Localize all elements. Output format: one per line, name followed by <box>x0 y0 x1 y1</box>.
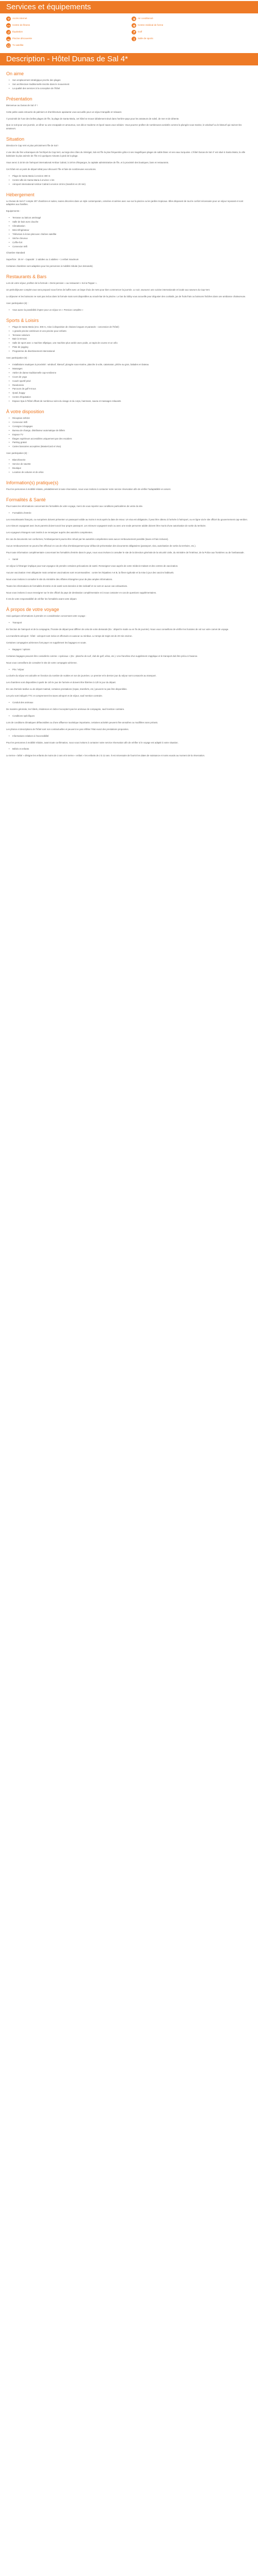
bullet-item: • Santé <box>6 558 252 562</box>
bullet-item: • Parking gratuit <box>6 441 252 445</box>
service-item <box>6 15 126 22</box>
bullet-item: • Connexion Wifi <box>6 245 252 249</box>
bullet-list <box>6 417 252 449</box>
paragraph: Toutes les informations de formalités d'entrée et de santé sont données à titre indicatif et ne sont en aucun cas exhaustives. <box>6 584 128 587</box>
bullet-item: • Cours de yoga <box>6 376 252 379</box>
paragraph: Le terme « bébé » désigne les enfants de moins de 2 ans et le terme « enfant » les enfants de 2 à 12 ans. Il est nécessaire de fournir les dates de naissance et noms exacts au moment de la réservation. <box>6 754 205 757</box>
bullet-list <box>6 363 252 403</box>
bullet-item: • Parcours de golf 9 trous <box>6 387 252 391</box>
bullet-list <box>6 621 252 625</box>
service-label: Salle de sports <box>138 37 153 40</box>
service-item <box>6 22 126 29</box>
paragraph: Equipements : <box>6 210 21 213</box>
bullet-item: • 1 grande piscine extérieure et une piscine pour enfants <box>6 330 252 333</box>
service-label: Centre médical de forme <box>138 24 164 27</box>
paragraph: Superficie : 25 m² - Capacité : 2 adultes ou 2 adultes + 1 enfant maximum <box>6 258 79 261</box>
bullet-list <box>6 648 252 652</box>
bullet-item: • Atelier de danse traditionnelle cap-verdienne <box>6 371 252 375</box>
bullet-item: • Mini-réfrigérateur <box>6 229 252 232</box>
service-label: Air conditionné <box>138 17 153 20</box>
bullet-item: • Climatisation <box>6 225 252 228</box>
paragraph: Certaines bagages peuvent être considérés comme « spéciaux » (Ex : planche de surf, club de golf, vélos, etc.). Une franchise d'un supplément s'applique et le transport doit être prévu à l'avance. <box>6 654 198 657</box>
paragraph: Avec participation (€) : <box>6 357 28 360</box>
paragraph: Un séjour à l'étranger implique pour tout voyageur de prendre certaines précautions de santé. Renseignez-vous auprès de votre médecin traitant et des centres de vaccination. <box>6 564 179 567</box>
bullet-list <box>6 748 252 751</box>
service-item <box>6 29 126 36</box>
service-label: Équitation <box>12 30 23 33</box>
paragraph: Chambre Standard <box>6 251 25 255</box>
bullet-item: • Informations relatives à l'accessibilité <box>6 735 252 738</box>
bullet-item: • Location de voitures et de vélos <box>6 471 252 474</box>
bullet-item: • Transport <box>6 621 252 625</box>
paragraph: En cas d'arrivée tardive ou de départ matinal, certaines prestations (repas, transferts, etc.) peuvent ne pas être disponibles. <box>6 688 127 691</box>
bullet-item: • Espace TV <box>6 433 252 437</box>
bullet-item: • Blanchisserie <box>6 459 252 462</box>
bullet-item: • Bureau de change, distributeur automatique de billets <box>6 429 252 433</box>
bullet-item: • Formalités d'entrée <box>6 512 252 515</box>
bullet-list <box>6 512 252 515</box>
paragraph: Nous vous invitons à vous renseigner sur le site officiel du pays de destination complémentaire et à nous contacter en cas de questions supplémentaires. <box>6 591 157 594</box>
paragraph: Les photos et descriptions de l'hôtel sont non contractuelles et peuvent ne pas refléter l'état exact des prestations proposées. <box>6 727 129 731</box>
bullet-item: • Salle de bain avec douche <box>6 221 252 224</box>
service-item <box>6 42 126 49</box>
paragraph: Bienvenue au Dunas de Sal 4* ! <box>6 104 38 107</box>
bullet-list <box>6 459 252 474</box>
section-heading: Présentation <box>6 96 33 101</box>
paragraph: Les prix sont indiqués TTC et comprennent les taxes aéroport et de séjour, sauf mention contraire. <box>6 694 103 698</box>
section-heading: Hébergement <box>6 192 35 197</box>
section-heading: Restaurants & Bars <box>6 274 47 280</box>
paragraph: Que ce soit pour une journée, un dîner ou une escapade en amoureux, son décor moderne et épuré saura vous séduire. Vous pourrez profiter de nombreuses activités comme la plongée sous-marine, le windsurf ou le kitesurf qui raviront les amateurs. <box>6 124 242 130</box>
section-heading: On aime <box>6 71 24 76</box>
bullet-item: • Bagages / options <box>6 648 252 652</box>
service-label: Accès internet <box>12 17 27 20</box>
paragraph: Aucune vaccination n'est obligatoire mais certaines vaccinations sont recommandées : contre les hépatites A et B, la fièvre typhoïde et la mise à jour des vaccins habituels. <box>6 571 174 574</box>
paragraph: Pour les personnes à mobilité réduite, avant toute confirmation, nous vous invitons à contacter notre service réservation afin de vérifier si le voyage est adapté à votre situation. <box>6 741 179 744</box>
bullet-list <box>6 715 252 718</box>
paragraph: Les chambres sont disponibles à partir de 14h le jour de l'arrivée et doivent être libérées à 12h le jour du départ. <box>6 681 116 684</box>
horse-icon <box>6 30 11 35</box>
fitness-icon <box>6 23 11 28</box>
bullet-item: • Bébés et enfants <box>6 748 252 751</box>
bullet-item: • Randonnée <box>6 384 252 387</box>
paragraph: Certaines compagnies aériennes font payer en supplément les bagages en soute. <box>6 641 87 644</box>
service-item <box>132 29 252 36</box>
bullet-list <box>6 175 252 187</box>
bullet-item: • Service de navette <box>6 463 252 466</box>
paragraph: Pour toute information complémentaire concernant les formalités d'entrée dans le pays, nous vous invitons à consulter le site de la Direction générale de la sécurité civile, du ministère de l'Intérieur, de la Police aux frontières ou de l'ambassade. <box>6 551 245 554</box>
bullet-item: • Centre-ville de Santa Maria à environ 1 km <box>6 179 252 182</box>
bullet-item: • Programme de divertissement international <box>6 350 252 353</box>
bullet-item: • Réception 24h/24 <box>6 417 252 420</box>
gym-icon <box>132 37 136 41</box>
paragraph: Cette petite oasis entourée de palmiers et d'architecture apaisante vous accueille pour un séjour tranquille et relaxant. <box>6 110 122 113</box>
paragraph: Avec participation (€) : <box>6 301 28 304</box>
section-heading: Information(s) pratique(s) <box>6 480 59 485</box>
bullet-item: • Conditions spécifiques <box>6 715 252 718</box>
tv-icon <box>6 43 11 48</box>
bullet-list <box>6 558 252 562</box>
bullet-item: • Télévision à écran plat avec chaînes satellite <box>6 233 252 236</box>
paragraph: Lors de votre séjour, profitez de la formule « Demi-pension » au restaurant « Sol & Pepper ». <box>6 282 98 285</box>
paragraph: Certaines chambres sont adaptées pour les personnes à mobilité réduite (sur demande). <box>6 265 93 268</box>
paragraph: La durée du séjour est calculée en fonction du nombre de nuitées et non de journées. Le premier et le dernier jour du séjour sont consacrés au transport. <box>6 674 156 677</box>
bullet-item: • Son emplacement stratégique proche des plages <box>6 79 252 82</box>
paragraph: Nous vous conseillons de consulter le site de votre compagnie aérienne. <box>6 661 77 664</box>
bullet-item: • Espace Spa à l'hôtel offrant de nombreux soins du visage et du corps, hammam, sauna et massages relaxants <box>6 400 252 403</box>
paragraph: En fonction de l'aéroport et de la compagnie, l'horaire de départ peut différer de celui de votre demande (Ex : départ le matin ou en fin de journée). Nous vous conseillons de vérifier les horaires de vol sur votre carnet de voyage. <box>6 628 229 631</box>
bullet-list <box>6 701 252 705</box>
paragraph: Les mineurs voyageant avec leurs parents doivent avoir leur propre passeport. Les mineurs voyageant seuls ou avec une seule personne adulte doivent être munis d'une autorisation de sortie du territoire. <box>6 524 206 528</box>
paragraph: Lors de conditions climatiques défavorables ou d'une affluence touristique importante, certaines activités peuvent être annulées ou modifiées sans préavis. <box>6 721 158 724</box>
paragraph: De manière générale, les hôtels, résidences et clubs n'acceptent pas les animaux de compagnie, sauf mention contraire. <box>6 708 125 710</box>
medical-icon <box>132 23 136 28</box>
bullet-item: • Consigne à bagages <box>6 425 252 429</box>
paragraph: Pour toutes les informations concernant les formalités de votre voyage, merci de vous reporter aux conditions particulières de vente du site. <box>6 504 143 507</box>
services-grid <box>0 13 258 49</box>
paragraph: Vous serez à 15 km de l'aéroport international Amilcar Cabral, à 18 km d'Espargos, la capitale administrative de l'île, et à proximité des boutiques, bars et restaurants. <box>6 161 169 164</box>
paragraph: Pour les personnes à mobilité réduite, préalablement à toute réservation, nous vous invitons à contacter notre service réservation afin de vérifier l'adaptabilité en amont. <box>6 487 171 490</box>
bullet-item: • Terrasse solarium <box>6 334 252 337</box>
paragraph: Aucun remboursement ne pourra être effectué en cas de refus d'embarquement pour défaut de présentation des documents obligatoires (passeport, visa, autorisation de sortie du territoire, etc.). <box>6 545 196 548</box>
description-body <box>0 71 258 758</box>
service-label: Golf <box>138 30 142 33</box>
bullet-item: • Prix / séjour <box>6 668 252 672</box>
bullet-item: • Cartes bancaires acceptées (MasterCard et Visa) <box>6 445 252 449</box>
bullet-item: • Conduit des animaux <box>6 701 252 705</box>
service-label: Tv satellite <box>12 44 24 47</box>
bullet-item: • Salle de sport avec 1 machine elliptique, une machine plus variée avec poids, un tapis de course et un vélo <box>6 342 252 345</box>
paragraph: Les ressortissants français, ou européens doivent présenter un passeport valide au moins 6 mois après la date de retour. Un visa est obligatoire, il peut être obtenu à l'arrivée à l'aéroport, ou en ligne via le site officiel du gouvernement cap-verdien. <box>6 518 248 521</box>
paragraph: Nous vous invitons à consulter le site du ministère des Affaires étrangères pour de plus amples informations. <box>6 578 113 581</box>
paragraph: À proximité de l'une des belles plages de l'île, la plage de Santa Maria, cet hôtel se trouve idéalement situé dans l'arrière-pays pour les amateurs de soleil, de mer et de détente. <box>6 117 180 120</box>
bullet-item: • Étages supérieurs accessibles uniquement par des escaliers <box>6 437 252 441</box>
bullet-item: • Boutique <box>6 467 252 470</box>
bullet-item: • Bain à remous <box>6 337 252 341</box>
bullet-list <box>6 216 252 248</box>
services-banner: Services et équipements <box>0 1 258 13</box>
section-heading: À votre disposition <box>6 409 44 415</box>
bullet-item: • Centre d'équitation <box>6 396 252 399</box>
paragraph: Direction le Cap Vert et plus précisément l'île de Sal ! <box>6 144 59 147</box>
service-item <box>132 15 252 22</box>
golf-icon <box>132 30 136 35</box>
bullet-item: • Installations nautiques à proximité : windsurf, kitesurf, plongée sous-marine, planche à voile, catamaran, pêche au gros, balades en bateau <box>6 363 252 367</box>
paragraph: Le Dunas de Sal 4* compte 207 chambres et suites, toutes décorées dans un style contemporain, colorées et aérées avec vue sur la piscine ou les jardins tropicaux. Elles disposent de tout le confort nécessaire pour un séjour reposant et sont adaptées aux familles. <box>6 199 244 206</box>
section-heading: À propos de votre voyage <box>6 607 59 613</box>
bullet-item: • Sèche-cheveux <box>6 237 252 241</box>
bullet-item: • Coffre-fort <box>6 241 252 245</box>
service-label: Centre de fitness <box>12 24 30 27</box>
bullet-item: • Coach sportif privé <box>6 380 252 383</box>
bullet-item: • Terrasse ou balcon aménagé <box>6 216 252 220</box>
air-conditioning-icon <box>132 16 136 21</box>
paragraph: Cet hôtel est un point de départ idéal pour découvrir l'île et faire de nombreuses excursions. <box>6 167 96 171</box>
section-heading: Sports & Loisirs <box>6 317 39 323</box>
bullet-item: • Quad, buggy <box>6 392 252 395</box>
paragraph: En cas de documents non conformes, l'embarquement pourra être refusé par les autorités compétentes sans aucun remboursement possible (taxes et frais incluses). <box>6 538 169 541</box>
description-banner: Description - Hôtel Dunas de Sal 4* <box>0 53 258 65</box>
paragraph: Voici quelques informations à prendre en considération concernant votre voyage : <box>6 615 87 618</box>
bullet-list <box>6 309 252 312</box>
bullet-item: • Vous aurez la possibilité d'opter pour un séjour en « Pension complète » <box>6 309 252 312</box>
paragraph: Les voyageurs étrangers sont invités à se renseigner auprès des autorités compétentes. <box>6 531 93 534</box>
paragraph: Avec participation (€) : <box>6 452 28 455</box>
bullet-item: • Connexion Wifi <box>6 421 252 425</box>
bullet-item: • Plage de Santa Maria (env. 300 m, mise à disposition de chaises longues et parasols - concession de l'hôtel) <box>6 326 252 329</box>
bullet-item: • Massages <box>6 367 252 371</box>
bullet-item: • Piste de jogging <box>6 346 252 349</box>
section-heading: Formalités & Santé <box>6 497 46 502</box>
section-heading: Situation <box>6 137 25 142</box>
bullet-item: • Aéroport international Amilcar Cabral à environ 18 km (transfert en 20 min) <box>6 183 252 187</box>
pool-icon <box>6 37 11 41</box>
service-item <box>132 22 252 29</box>
paragraph: Un petit-déjeuner complet vous sera proposé sous forme de buffet avec un large choix de mets pour bien commencer la journée. Le soir, savourez une cuisine internationale et locale aux saveurs du Cap-Vert. <box>6 289 211 292</box>
bullet-list <box>6 326 252 353</box>
bullet-list <box>6 668 252 672</box>
bullet-list <box>6 735 252 738</box>
service-label: Piscine découverte <box>12 37 33 40</box>
wifi-icon <box>6 16 11 21</box>
bullet-item: • La qualité des services à la conception de l'hôtel <box>6 87 252 91</box>
paragraph: Le déjeuner et les boissons ne sont pas inclus dans la formule mais sont disponibles au snack-bar de la piscine. Le bar du lobby vous accueille pour déguster des cocktails, jus de fruits frais ou boissons fraîches dans une ambiance chaleureuse. <box>6 295 246 298</box>
paragraph: L'une des dix îles volcaniques de l'archipel du Cap-Vert, au large des côtes du Sénégal, Sal est l'île la plus fréquentée grâce à ses magnifiques plages de sable blanc et ses eaux turquoise. L'hôtel Dunas de Sal 4* est situé à Santa Maria, la ville balnéaire la plus animée de l'île et à quelques minutes à pied de la plage. <box>6 151 246 158</box>
paragraph: Les transferts aéroport - hôtel - aéroport sont inclus et effectués en autocar ou minibus. Le temps de trajet est de 20 min environ. <box>6 635 133 638</box>
service-item <box>132 36 252 42</box>
bullet-item: • Plage de Santa Maria à environ 300 m <box>6 175 252 178</box>
bullet-list <box>6 79 252 91</box>
paragraph: Il est de votre responsabilité de vérifier les formalités avant votre départ. <box>6 598 77 601</box>
service-item <box>6 36 126 42</box>
bullet-item: • Son architecture traditionnelle inscrite dans le mouvement <box>6 83 252 87</box>
